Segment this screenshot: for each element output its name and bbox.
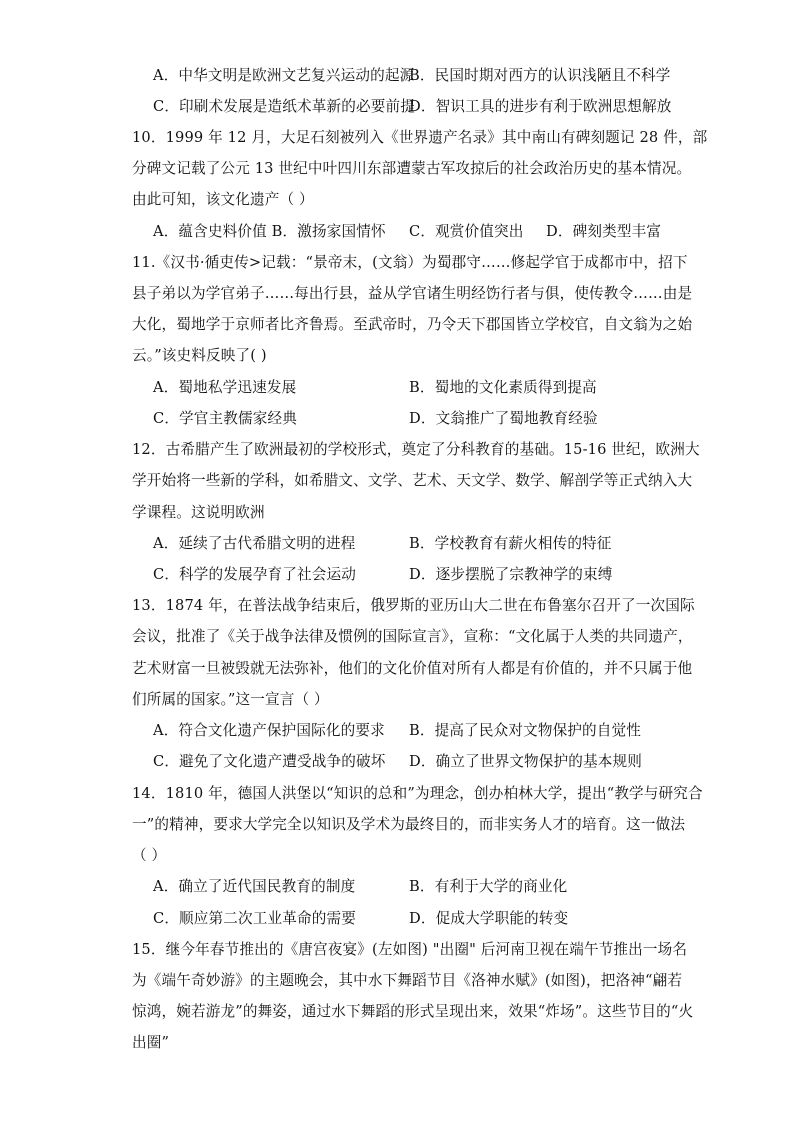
q12-stem-line-2: 学开始将一些新的学科，如希腊文、文学、艺术、天文学、数学、解剖学等正式纳入大 <box>132 472 693 489</box>
q13-option-d[interactable]: D．确立了世界文物保护的基本规则 <box>409 753 643 770</box>
q10-stem-line-2: 分碑文记载了公元 13 世纪中叶四川东部遭蒙古军攻掠后的社会政治历史的基本情况。 <box>132 160 692 177</box>
q13-stem-line-4: 们所属的国家。”这一宣言（ ） <box>132 691 329 708</box>
q12-option-c[interactable]: C．科学的发展孕育了社会运动 <box>153 566 356 583</box>
q12-option-a[interactable]: A．延续了古代希腊文明的进程 <box>153 535 356 552</box>
q10-option-ab[interactable]: A．蕴含史料价值 B．激扬家国情怀 <box>153 223 386 240</box>
q14-stem-line-3: （ ） <box>132 847 167 864</box>
q11-stem-line-4: 云。”该史料反映了( ) <box>132 347 267 364</box>
q13-option-a[interactable]: A．符合文化遗产保护国际化的要求 <box>153 722 385 739</box>
q9-option-d[interactable]: D．智识工具的进步有利于欧洲思想解放 <box>409 98 672 115</box>
q13-option-b[interactable]: B．提高了民众对文物保护的自觉性 <box>409 722 642 739</box>
q10-stem-line-3: 由此可知，该文化遗产（ ） <box>132 191 314 208</box>
q10-stem-line-1: 10．1999 年 12 月，大足石刻被列入《世界遗产名录》其中南山有碑刻题记 28 件，部 <box>132 129 708 146</box>
q15-stem-line-4: 出圈” <box>132 1034 170 1051</box>
q13-stem-line-1: 13．1874 年，在普法战争结束后，俄罗斯的亚历山大二世在布鲁塞尔召开了一次国际 <box>132 597 695 614</box>
q13-stem-line-3: 艺术财富一旦被毁就无法弥补，他们的文化价值对所有人都是有价值的，并不只属于他 <box>132 660 693 677</box>
q10-option-c[interactable]: C．观赏价值突出 <box>409 223 524 240</box>
q11-stem-line-3: 大化，蜀地学于京师者比齐鲁焉。至武帝时，乃令天下郡国皆立学校官，自文翁为之始 <box>132 316 693 333</box>
q14-option-d[interactable]: D．促成大学职能的转变 <box>409 910 569 927</box>
q9-option-a[interactable]: A．中华文明是欧洲文艺复兴运动的起源 <box>153 67 415 84</box>
q14-stem-line-2: 一”的精神，要求大学完全以知识及学术为最终目的，而非实务人才的培育。这一做法 <box>132 816 686 833</box>
q11-option-a[interactable]: A．蜀地私学迅速发展 <box>153 379 297 396</box>
q14-option-c[interactable]: C．顺应第二次工业革命的需要 <box>153 910 356 927</box>
q11-option-b[interactable]: B．蜀地的文化素质得到提高 <box>409 379 597 396</box>
q13-option-c[interactable]: C．避免了文化遗产遭受战争的破坏 <box>153 753 386 770</box>
q14-option-b[interactable]: B．有利于大学的商业化 <box>409 878 568 895</box>
q11-option-c[interactable]: C．学官主教儒家经典 <box>153 410 298 427</box>
q11-option-d[interactable]: D．文翁推广了蜀地教育经验 <box>409 410 598 427</box>
q13-stem-line-2: 会议，批准了《关于战争法律及惯例的国际宣言》，宣称：“文化属于人类的共同遗产， <box>132 628 693 645</box>
q15-stem-line-3: 惊鸿，婉若游龙”的舞姿，通过水下舞蹈的形式呈现出来，效果“炸场”。这些节目的“火 <box>132 1003 694 1020</box>
q9-option-b[interactable]: B．民国时期对西方的认识浅陋且不科学 <box>409 67 671 84</box>
q15-stem-line-1: 15．继今年春节推出的《唐宫夜宴》(左如图) "出圈" 后河南卫视在端午节推出一场名 <box>132 941 688 958</box>
q11-stem-line-2: 县子弟以为学官弟子……每出行县，益从学官诸生明经饬行者与俱，使传教令……由是 <box>132 285 693 302</box>
q12-option-b[interactable]: B．学校教育有薪火相传的特征 <box>409 535 612 552</box>
q12-option-d[interactable]: D．逐步摆脱了宗教神学的束缚 <box>409 566 613 583</box>
q15-stem-line-2: 为《端午奇妙游》的主题晚会，其中水下舞蹈节目《洛神水赋》(如图)，把洛神“翩若 <box>132 972 683 989</box>
q10-option-d[interactable]: D．碑刻类型丰富 <box>546 223 662 240</box>
q12-stem-line-1: 12．古希腊产生了欧洲最初的学校形式，奠定了分科教育的基础。15-16 世纪，欧洲大 <box>132 441 700 458</box>
q14-option-a[interactable]: A．确立了近代国民教育的制度 <box>153 878 356 895</box>
q11-stem-line-1: 11.《汉书·循吏传>记载：“景帝末，(文翁）为蜀郡守……修起学官于成都市中，招下 <box>132 254 688 271</box>
q9-option-c[interactable]: C．印刷术发展是造纸术革新的必要前提 <box>153 98 415 115</box>
q14-stem-line-1: 14．1810 年，德国人洪堡以“知识的总和”为理念，创办柏林大学，提出“教学与研究合 <box>132 785 703 802</box>
q12-stem-line-3: 学课程。这说明欧洲 <box>132 504 265 521</box>
